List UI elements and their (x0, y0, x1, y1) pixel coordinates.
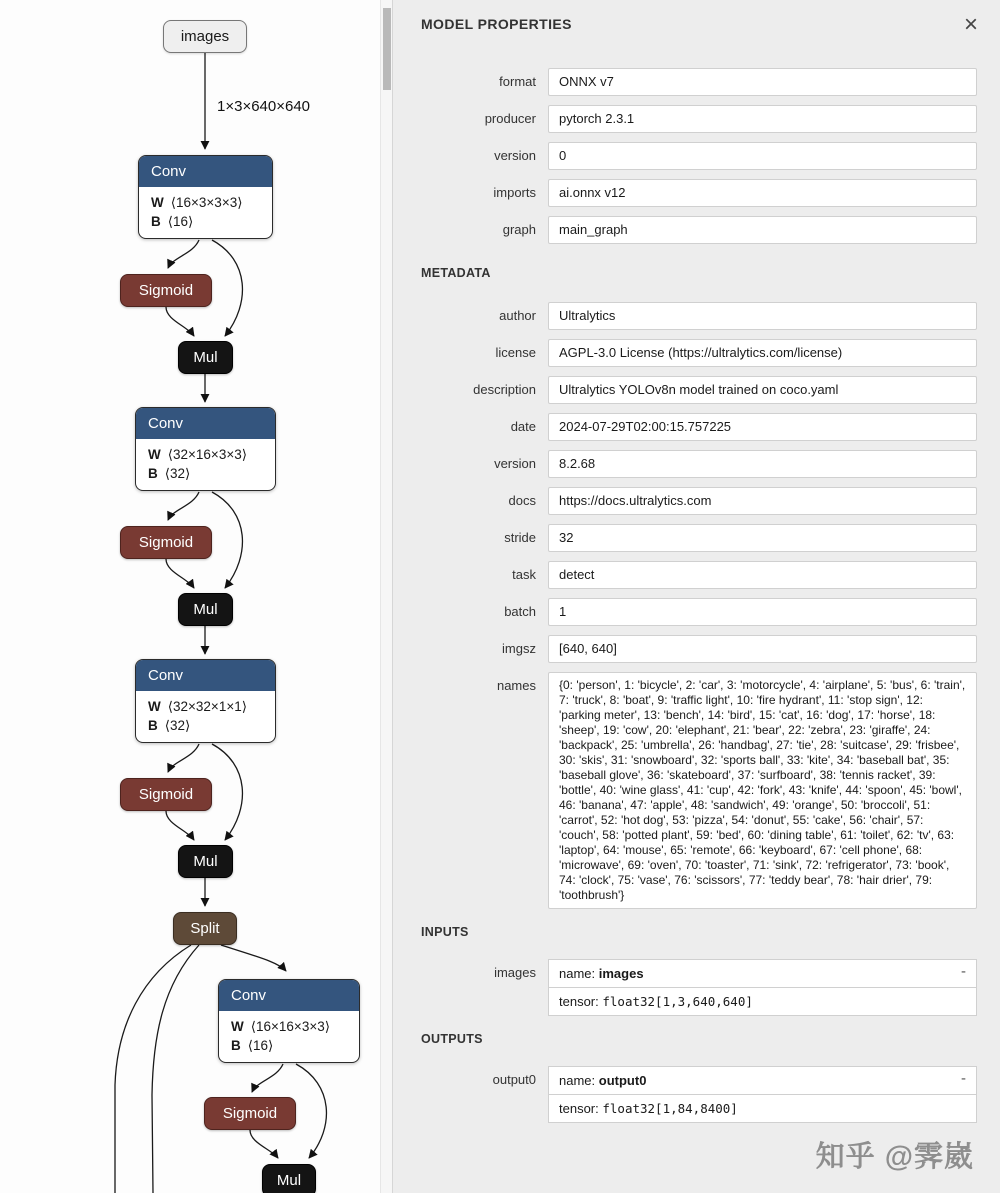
node-sigmoid-1[interactable]: Sigmoid (120, 274, 212, 307)
node-mul-4[interactable]: Mul (262, 1164, 316, 1193)
metadata-label: version (494, 456, 536, 471)
node-title: Conv (219, 980, 359, 1011)
property-value: main_graph (548, 216, 977, 244)
param-b-label: B (231, 1038, 241, 1053)
param-w-label: W (231, 1019, 244, 1034)
param-w-value: ⟨16×16×3×3⟩ (250, 1019, 330, 1034)
metadata-label: batch (504, 604, 536, 619)
input-row (393, 959, 977, 1016)
property-row (393, 179, 977, 207)
param-w-value: ⟨16×3×3×3⟩ (170, 195, 243, 210)
param-w-label: W (151, 195, 164, 210)
param-b-label: B (148, 466, 158, 481)
metadata-row (393, 487, 977, 515)
input-name-box (548, 959, 977, 988)
metadata-row (393, 524, 977, 552)
metadata-value-names: {0: 'person', 1: 'bicycle', 2: 'car', 3: 'motorcycle', 4: 'airplane', 5: 'bus', 6: 'train', 7: 'truck', 8: 'boat', 9: 'traffic light', 10: 'fire hydrant', 11: 'stop sign', 12: 'parking meter', 13: 'bench', 14: 'bird', 15: 'cat', 16: 'dog', 17: 'horse', 18: 'sheep', 19: 'cow', 20: 'elephant', 21: 'bear', 22: 'zebra', 23: 'giraffe', 24: 'backpack', 25: 'umbrella', 26: 'handbag', 27: 'tie', 28: 'suitcase', 29: 'frisbee', 30: 'skis', 31: 'snowboard', 32: 'sports ball', 33: 'kite', 34: 'baseball bat', 35: 'baseball glove', 36: 'skateboard', 37: 'surfboard', 38: 'tennis racket', 39: 'bottle', 40: 'wine glass', 41: 'cup', 42: 'fork', 43: 'knife', 44: 'spoon', 45: 'bowl', 46: 'banana', 47: 'apple', 48: 'sandwich', 49: 'orange', 50: 'broccoli', 51: 'carrot', 52: 'hot dog', 53: 'pizza', 54: 'donut', 55: 'cake', 56: 'chair', 57: 'couch', 58: 'potted plant', 59: 'bed', 60: 'dining table', 61: 'toilet', 62: 'tv', 63: 'laptop', 64: 'mouse', 65: 'remote', 66: 'keyboard', 67: 'cell phone', 68: 'microwave', 69: 'oven', 70: 'toaster', 71: 'sink', 72: 'refrigerator', 73: 'book', 74: 'clock', 75: 'vase', 76: 'scissors', 77: 'teddy bear', 78: 'hair drier', 79: 'toothbrush'} (548, 672, 977, 909)
param-w-value: ⟨32×32×1×1⟩ (167, 699, 247, 714)
node-title: Conv (139, 156, 272, 187)
output-tensor: float32[1,84,8400] (602, 1101, 738, 1116)
metadata-label: imgsz (502, 641, 536, 656)
panel-title: MODEL PROPERTIES (421, 16, 572, 32)
name-key: name: (559, 1073, 596, 1088)
section-outputs: OUTPUTS (421, 1032, 483, 1046)
param-b-value: ⟨32⟩ (164, 718, 191, 733)
node-conv-4[interactable] (218, 979, 360, 1063)
section-metadata: METADATA (421, 266, 491, 280)
node-mul-1[interactable]: Mul (178, 341, 233, 374)
param-b-value: ⟨16⟩ (247, 1038, 274, 1053)
property-value: 0 (548, 142, 977, 170)
node-conv-2[interactable] (135, 407, 276, 491)
metadata-value: 2024-07-29T02:00:15.757225 (548, 413, 977, 441)
input-label: images (494, 965, 536, 980)
graph-scrollbar[interactable] (380, 0, 393, 1193)
metadata-value: Ultralytics YOLOv8n model trained on coco.yaml (548, 376, 977, 404)
property-row (393, 68, 977, 96)
property-label: producer (484, 111, 536, 126)
properties-list (393, 68, 1000, 1123)
metadata-label: license (495, 345, 536, 360)
metadata-value: AGPL-3.0 License (https://ultralytics.com/license) (548, 339, 977, 367)
output-row (393, 1066, 977, 1123)
node-params (136, 439, 275, 490)
output-tensor-box (548, 1095, 977, 1123)
property-row (393, 142, 977, 170)
param-b-label: B (151, 214, 161, 229)
node-images[interactable]: images (163, 20, 247, 53)
property-value: ai.onnx v12 (548, 179, 977, 207)
node-sigmoid-2[interactable]: Sigmoid (120, 526, 212, 559)
input-name: images (598, 966, 644, 981)
metadata-value: Ultralytics (548, 302, 977, 330)
property-value: ONNX v7 (548, 68, 977, 96)
metadata-label: description (473, 382, 536, 397)
node-sigmoid-4[interactable]: Sigmoid (204, 1097, 296, 1130)
node-params (136, 691, 275, 742)
node-mul-2[interactable]: Mul (178, 593, 233, 626)
metadata-row (393, 339, 977, 367)
metadata-label: task (512, 567, 536, 582)
node-params (139, 187, 272, 238)
param-b-value: ⟨32⟩ (164, 466, 191, 481)
metadata-label: docs (508, 493, 536, 508)
tensor-key: tensor: (559, 994, 599, 1009)
edge-shape-label: 1×3×640×640 (217, 98, 311, 115)
metadata-label: stride (504, 530, 536, 545)
name-key: name: (559, 966, 596, 981)
metadata-row (393, 413, 977, 441)
param-b-label: B (148, 718, 158, 733)
output-label: output0 (492, 1072, 536, 1087)
metadata-row (393, 450, 977, 478)
metadata-value: 1 (548, 598, 977, 626)
node-sigmoid-3[interactable]: Sigmoid (120, 778, 212, 811)
param-w-value: ⟨32×16×3×3⟩ (167, 447, 247, 462)
output-detail (548, 1066, 977, 1123)
collapse-toggle[interactable]: - (961, 1070, 966, 1087)
metadata-label: date (510, 419, 536, 434)
input-detail (548, 959, 977, 1016)
node-params (219, 1011, 359, 1062)
node-split[interactable]: Split (173, 912, 237, 945)
metadata-value: https://docs.ultralytics.com (548, 487, 977, 515)
property-label: imports (493, 185, 536, 200)
close-icon[interactable]: × (963, 11, 978, 38)
metadata-value: detect (548, 561, 977, 589)
param-w-label: W (148, 447, 161, 462)
property-label: format (499, 74, 536, 89)
output-name: output0 (598, 1073, 647, 1088)
node-conv-3[interactable] (135, 659, 276, 743)
metadata-label: names (496, 678, 536, 693)
property-row (393, 105, 977, 133)
metadata-value: 8.2.68 (548, 450, 977, 478)
graph-canvas[interactable] (0, 0, 380, 1193)
section-inputs: INPUTS (421, 925, 469, 939)
metadata-row-names (393, 672, 977, 909)
property-label: version (494, 148, 536, 163)
property-value: pytorch 2.3.1 (548, 105, 977, 133)
node-title: Conv (136, 660, 275, 691)
metadata-value: [640, 640] (548, 635, 977, 663)
collapse-toggle[interactable]: - (961, 963, 966, 980)
panel-header (393, 0, 1000, 38)
property-row (393, 216, 977, 244)
node-title: Conv (136, 408, 275, 439)
node-conv-1[interactable] (138, 155, 273, 239)
scrollbar-thumb[interactable] (383, 8, 391, 90)
param-b-value: ⟨16⟩ (167, 214, 194, 229)
property-label: graph (502, 222, 536, 237)
metadata-label: author (499, 308, 536, 323)
node-mul-3[interactable]: Mul (178, 845, 233, 878)
input-tensor-box (548, 988, 977, 1016)
metadata-row (393, 598, 977, 626)
input-tensor: float32[1,3,640,640] (602, 994, 753, 1009)
metadata-row (393, 376, 977, 404)
metadata-row (393, 302, 977, 330)
output-name-box (548, 1066, 977, 1095)
metadata-row (393, 561, 977, 589)
metadata-value: 32 (548, 524, 977, 552)
metadata-row (393, 635, 977, 663)
watermark: 知乎 @霁崴 (815, 1141, 974, 1173)
tensor-key: tensor: (559, 1101, 599, 1116)
param-w-label: W (148, 699, 161, 714)
model-properties-panel (393, 0, 1000, 1193)
